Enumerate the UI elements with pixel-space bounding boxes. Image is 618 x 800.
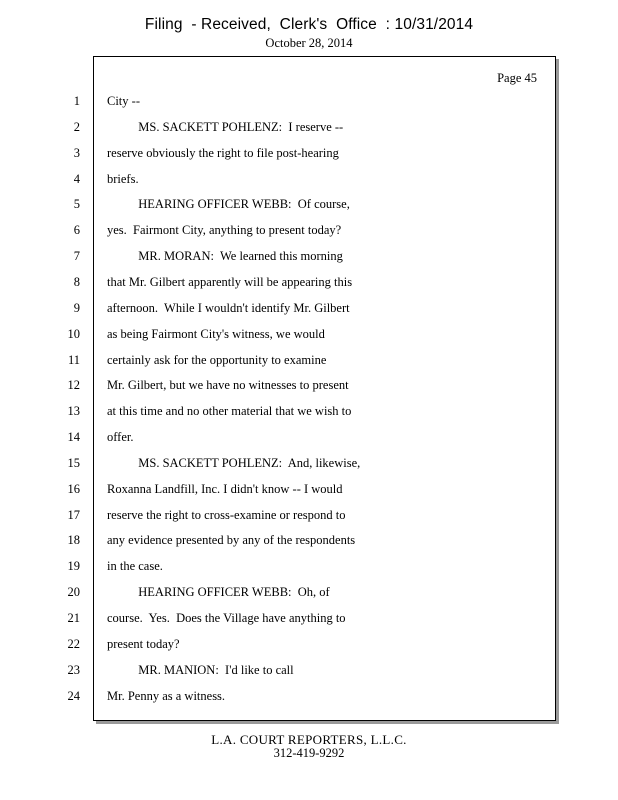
line-text: reserve obviously the right to file post-hearing: [107, 146, 339, 160]
line-text: briefs.: [107, 172, 139, 186]
line-text: Mr. Penny as a witness.: [107, 689, 226, 703]
line-text: MS. SACKETT POHLENZ: And, likewise,: [107, 456, 361, 470]
court-reporter-phone: 312-419-9292: [273, 746, 345, 760]
line-text: HEARING OFFICER WEBB: Of course,: [107, 197, 350, 211]
line-text: Mr. Gilbert, but we have no witnesses to present: [107, 378, 349, 392]
line-text: present today?: [107, 637, 180, 651]
line-text: Roxanna Landfill, Inc. I didn't know -- I would: [107, 482, 343, 496]
line-text: that Mr. Gilbert apparently will be appearing this: [107, 275, 353, 289]
line-text: course. Yes. Does the Village have anything to: [107, 611, 346, 625]
line-text: offer.: [107, 430, 134, 444]
line-number: 22: [67, 637, 80, 651]
line-number: 6: [73, 223, 80, 237]
line-text: reserve the right to cross-examine or respond to: [107, 508, 346, 522]
line-text: at this time and no other material that we wish to: [107, 404, 352, 418]
line-number: 9: [73, 301, 80, 315]
line-number: 24: [67, 689, 80, 703]
line-number: 21: [67, 611, 80, 625]
line-text: afternoon. While I wouldn't identify Mr. Gilbert: [107, 301, 350, 315]
page-number: Page 45: [497, 71, 537, 85]
line-text: any evidence presented by any of the respondents: [107, 533, 356, 547]
line-text: MR. MORAN: We learned this morning: [107, 249, 343, 263]
court-reporter-company: L.A. COURT REPORTERS, L.L.C.: [211, 732, 407, 747]
line-number: 19: [67, 559, 80, 573]
line-text: in the case.: [107, 559, 163, 573]
line-number: 12: [67, 378, 80, 392]
line-number: 23: [67, 663, 80, 677]
line-text: certainly ask for the opportunity to examine: [107, 353, 327, 367]
line-number: 4: [73, 172, 80, 186]
line-number: 14: [67, 430, 80, 444]
line-number: 7: [73, 249, 80, 263]
line-number: 8: [73, 275, 80, 289]
line-text: MS. SACKETT POHLENZ: I reserve --: [107, 120, 344, 134]
line-number: 16: [67, 482, 80, 496]
line-text: HEARING OFFICER WEBB: Oh, of: [107, 585, 330, 599]
line-number: 17: [67, 508, 80, 522]
line-text: yes. Fairmont City, anything to present today?: [107, 223, 342, 237]
line-number: 13: [67, 404, 80, 418]
filing-stamp: Filing - Received, Clerk's Office : 10/31/2014: [144, 16, 474, 33]
line-number: 1: [73, 94, 80, 108]
line-number: 3: [73, 146, 80, 160]
line-number: 15: [67, 456, 80, 470]
line-number: 10: [67, 327, 80, 341]
line-number: 2: [73, 120, 80, 134]
line-number: 20: [67, 585, 80, 599]
line-number: 11: [67, 353, 80, 367]
transcript-date: October 28, 2014: [265, 36, 353, 50]
line-text: City --: [107, 94, 140, 108]
line-text: MR. MANION: I'd like to call: [107, 663, 294, 677]
line-number: 5: [73, 197, 80, 211]
line-number: 18: [67, 533, 80, 547]
line-text: as being Fairmont City's witness, we would: [107, 327, 325, 341]
